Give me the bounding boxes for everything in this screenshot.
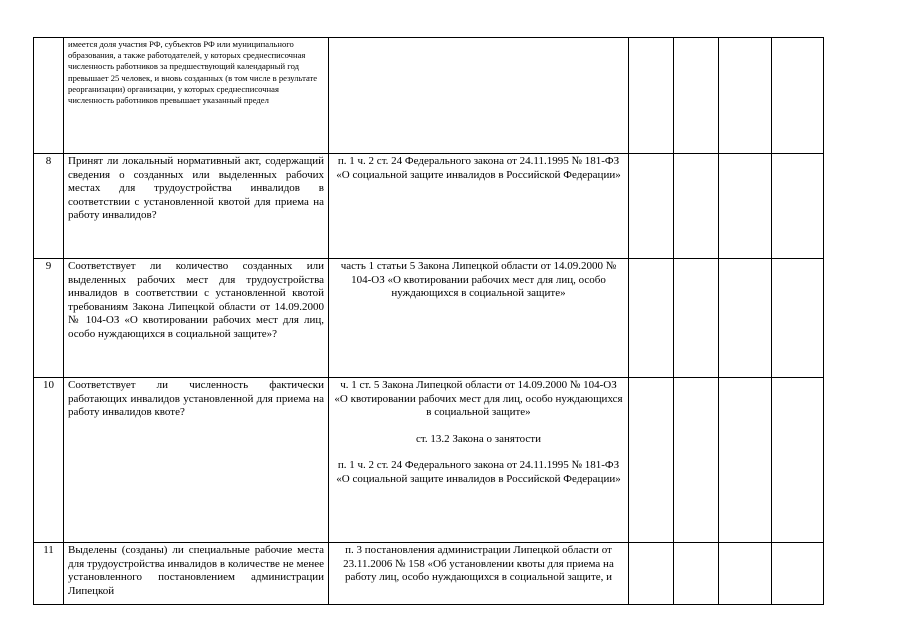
spacer (333, 446, 624, 459)
comment-cell (772, 154, 824, 259)
answer-cell-yes (629, 259, 674, 378)
table-row (34, 259, 824, 378)
row-number (34, 38, 64, 154)
reference-text: п. 1 ч. 2 ст. 24 Федерального закона от 24.11.1995 № 181-ФЗ «О социальной защите инвалидов в Российской Федерации» (336, 459, 621, 485)
reference-cell (329, 259, 629, 378)
comment-cell (772, 378, 824, 543)
table-row (34, 543, 824, 605)
answer-cell-no (674, 38, 719, 154)
reference-text: ст. 13.2 Закона о занятости (416, 432, 541, 445)
table-row (34, 38, 824, 154)
row-number: 9 (34, 259, 64, 378)
comment-cell (772, 38, 824, 154)
row-number: 8 (34, 154, 64, 259)
row-number: 11 (34, 543, 64, 605)
answer-cell-na (719, 543, 772, 605)
answer-cell-yes (629, 378, 674, 543)
answer-cell-na (719, 259, 772, 378)
spacer (333, 420, 624, 433)
reference-cell (329, 543, 629, 605)
answer-cell-no (674, 543, 719, 605)
answer-cell-no (674, 378, 719, 543)
reference-text: ч. 1 ст. 5 Закона Липецкой области от 14.09.2000 № 104-ОЗ «О квотировании рабочих мест для лиц, особо нуждающихся в социальной защите» (334, 379, 623, 418)
question-cell: Выделены (созданы) ли специальные рабочие места для трудоустройства инвалидов в количестве не менее установленного постановлением администрации Липецкой (64, 543, 329, 605)
question-cell: Соответствует ли количество созданных или выделенных рабочих мест для трудоустройства инвалидов в соответствии с установленной квотой требованиям Закона Липецкой области от 14.09.2000 № 104-ОЗ «О квотировании рабочих мест для лиц, особо нуждающихся в социальной защите»? (64, 259, 329, 378)
reference-cell (329, 378, 629, 543)
comment-cell (772, 543, 824, 605)
checklist-table (33, 37, 824, 605)
reference-cell (329, 38, 629, 154)
reference-text: п. 3 постановления администрации Липецкой области от 23.11.2006 № 158 «Об установлении квоты для приема на работу лиц, особо нуждающихся в социальной защите, и (343, 544, 614, 583)
answer-cell-no (674, 259, 719, 378)
answer-cell-na (719, 154, 772, 259)
answer-cell-na (719, 38, 772, 154)
reference-cell (329, 154, 629, 259)
question-cell: Принят ли локальный нормативный акт, содержащий сведения о созданных или выделенных рабочих местах для трудоустройства инвалидов в соответствии с установленной квотой для приема на работу инвалидов? (64, 154, 329, 259)
question-cell: Соответствует ли численность фактически работающих инвалидов установленной для приема на работу инвалидов квоте? (64, 378, 329, 543)
answer-cell-yes (629, 154, 674, 259)
answer-cell-yes (629, 38, 674, 154)
answer-cell-na (719, 378, 772, 543)
reference-text: часть 1 статьи 5 Закона Липецкой области от 14.09.2000 № 104-ОЗ «О квотировании рабочих мест для лиц, особо нуждающихся в социальной защите» (340, 260, 617, 299)
answer-cell-no (674, 154, 719, 259)
answer-cell-yes (629, 543, 674, 605)
table-row (34, 378, 824, 543)
table-row (34, 154, 824, 259)
reference-text: п. 1 ч. 2 ст. 24 Федерального закона от 24.11.1995 № 181-ФЗ «О социальной защите инвалидов в Российской Федерации» (336, 155, 621, 181)
question-cell: имеется доля участия РФ, субъектов РФ или муниципального образования, а также работодателей, у которых среднесписочная численность работников за предшествующий календарный год превышает 25 человек, и вновь созданных (в том числе в результате реорганизации) организации, у которых среднесписочная численность работников превышает указанный предел (64, 38, 329, 154)
row-number: 10 (34, 378, 64, 543)
comment-cell (772, 259, 824, 378)
